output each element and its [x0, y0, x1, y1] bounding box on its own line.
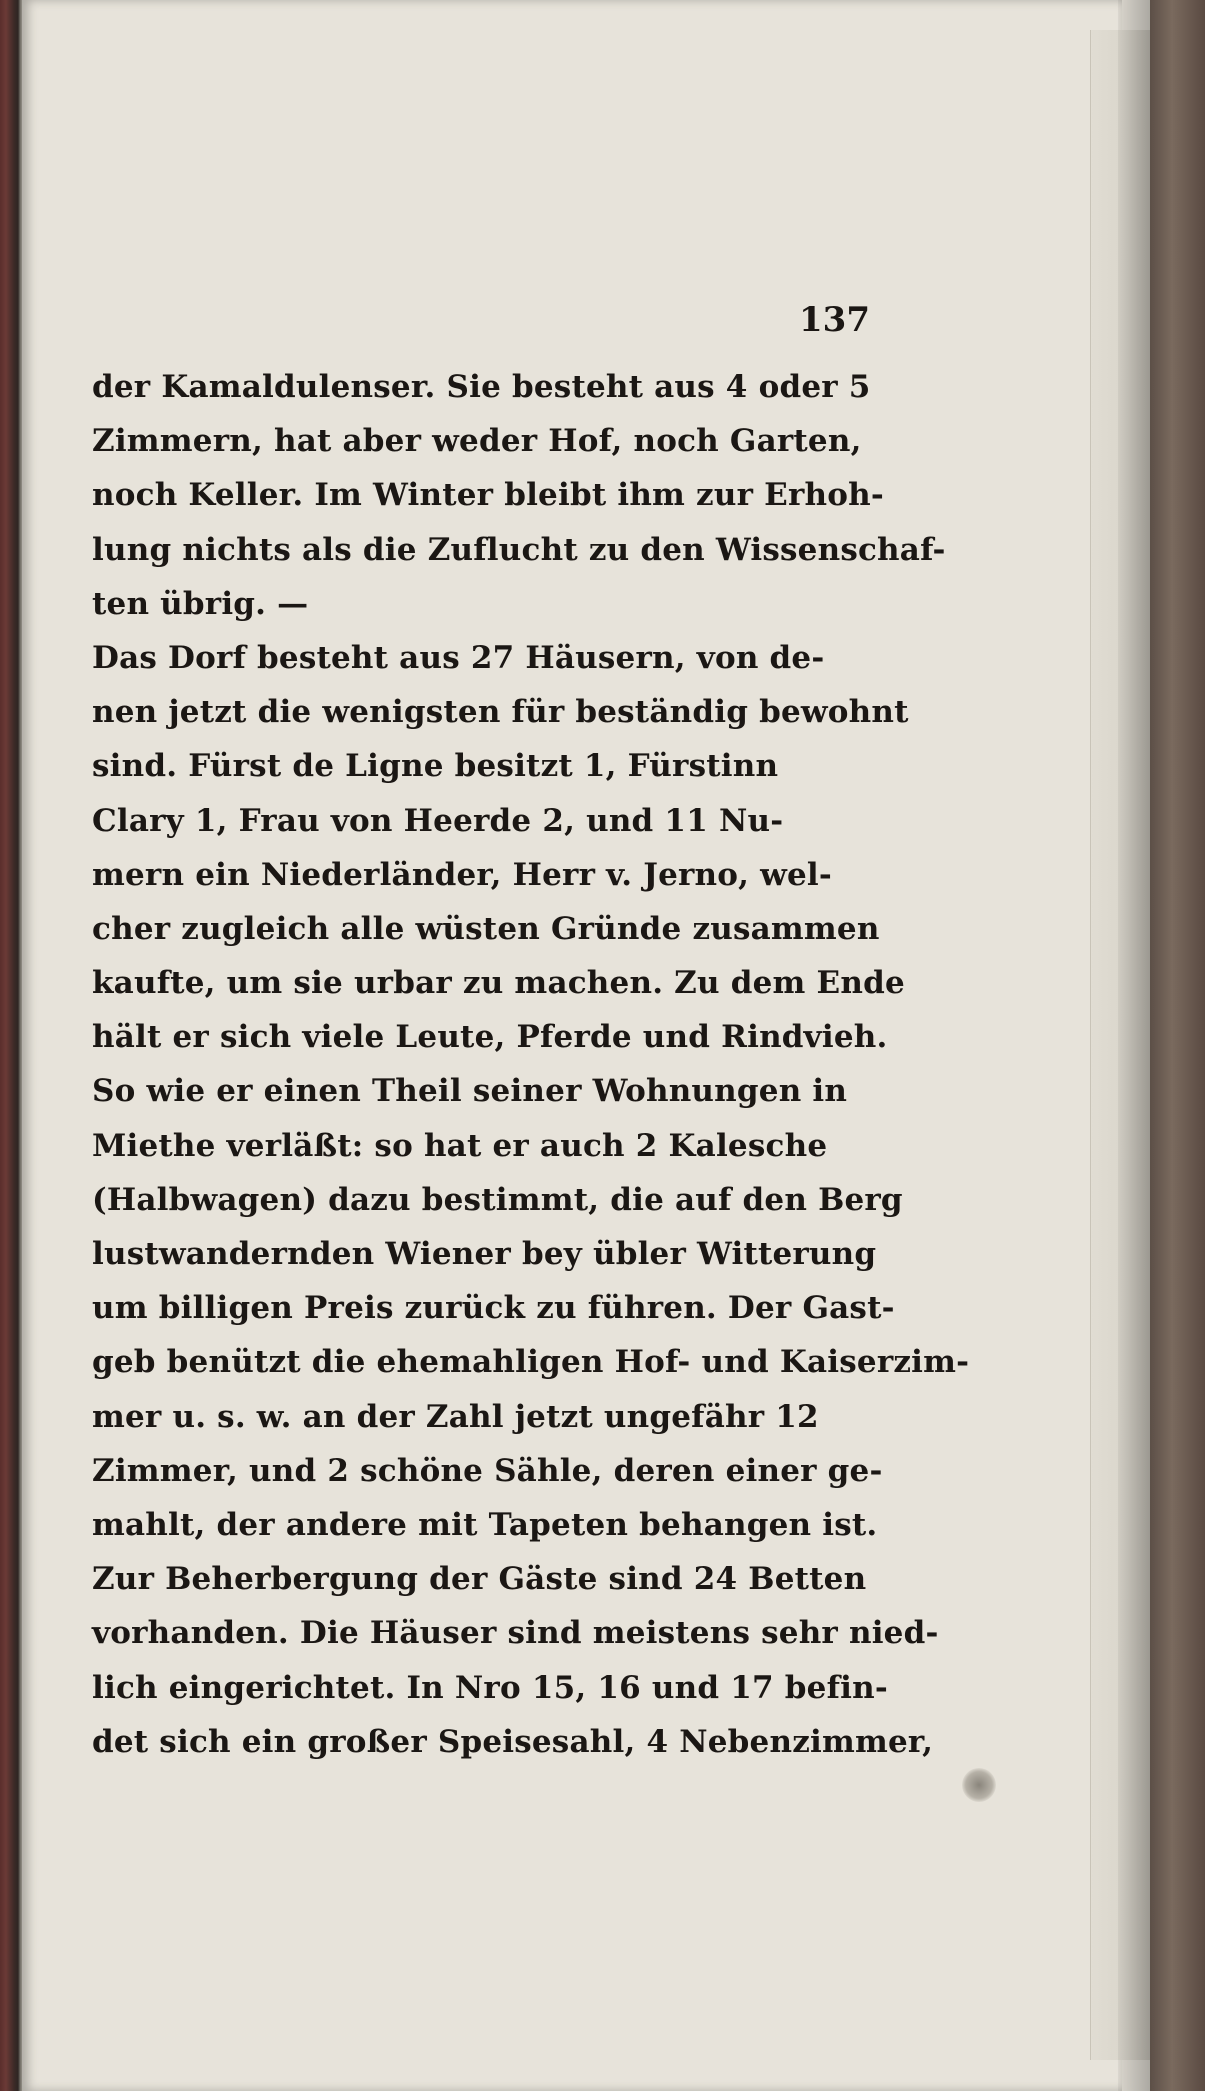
text-line: Clary 1, Frau von Heerde 2, und 11 Nu-	[92, 802, 784, 839]
page-body-text	[92, 360, 970, 1769]
text-line: um billigen Preis zurück zu führen. Der Gast-	[92, 1290, 895, 1327]
text-line: cher zugleich alle wüsten Gründe zusammen	[92, 910, 880, 947]
ink-smudge	[962, 1768, 996, 1802]
text-line: nen jetzt die wenigsten für beständig bewohnt	[92, 694, 909, 731]
page-shadow	[1118, 0, 1150, 2091]
text-line: lustwandernden Wiener bey übler Witterung	[92, 1236, 877, 1272]
text-line: Zimmer, und 2 schöne Sähle, deren einer ge-	[92, 1452, 883, 1489]
text-line: So wie er einen Theil seiner Wohnungen in	[92, 1073, 848, 1110]
text-line: mer u. s. w. an der Zahl jetzt ungefähr 12	[92, 1398, 819, 1435]
text-line: Zur Beherbergung der Gäste sind 24 Betten	[92, 1561, 867, 1598]
text-line: sind. Fürst de Ligne besitzt 1, Fürstinn	[92, 748, 779, 785]
text-line: mern ein Niederländer, Herr v. Jerno, wel-	[92, 856, 832, 893]
text-line: Miethe verläßt: so hat er auch 2 Kalesche	[92, 1127, 828, 1164]
text-line: det sich ein großer Speisesahl, 4 Nebenzimmer,	[92, 1723, 934, 1760]
text-line: der Kamaldulenser. Sie besteht aus 4 oder 5	[92, 369, 871, 405]
text-line: geb benützt die ehemahligen Hof- und Kaiserzim-	[92, 1344, 970, 1381]
text-line: (Halbwagen) dazu bestimmt, die auf den Berg	[92, 1181, 903, 1218]
text-line: lich eingerichtet. In Nro 15, 16 und 17 befin-	[92, 1669, 888, 1706]
text-line: vorhanden. Die Häuser sind meistens sehr nied-	[92, 1615, 939, 1652]
text-line: lung nichts als die Zuflucht zu den Wissenschaf-	[92, 531, 946, 568]
text-line: ten übrig. —	[92, 585, 309, 622]
text-line: hält er sich viele Leute, Pferde und Rindvieh.	[92, 1019, 888, 1056]
text-line: Zimmern, hat aber weder Hof, noch Garten,	[92, 423, 862, 460]
page-number: 137	[799, 300, 870, 340]
text-line: mahlt, der andere mit Tapeten behangen ist.	[92, 1506, 878, 1543]
text-line: noch Keller. Im Winter bleibt ihm zur Erhoh-	[92, 477, 884, 514]
text-line: kaufte, um sie urbar zu machen. Zu dem Ende	[92, 965, 905, 1002]
text-line: Das Dorf besteht aus 27 Häusern, von de-	[92, 639, 825, 676]
book-cover-edge	[1150, 0, 1205, 2091]
